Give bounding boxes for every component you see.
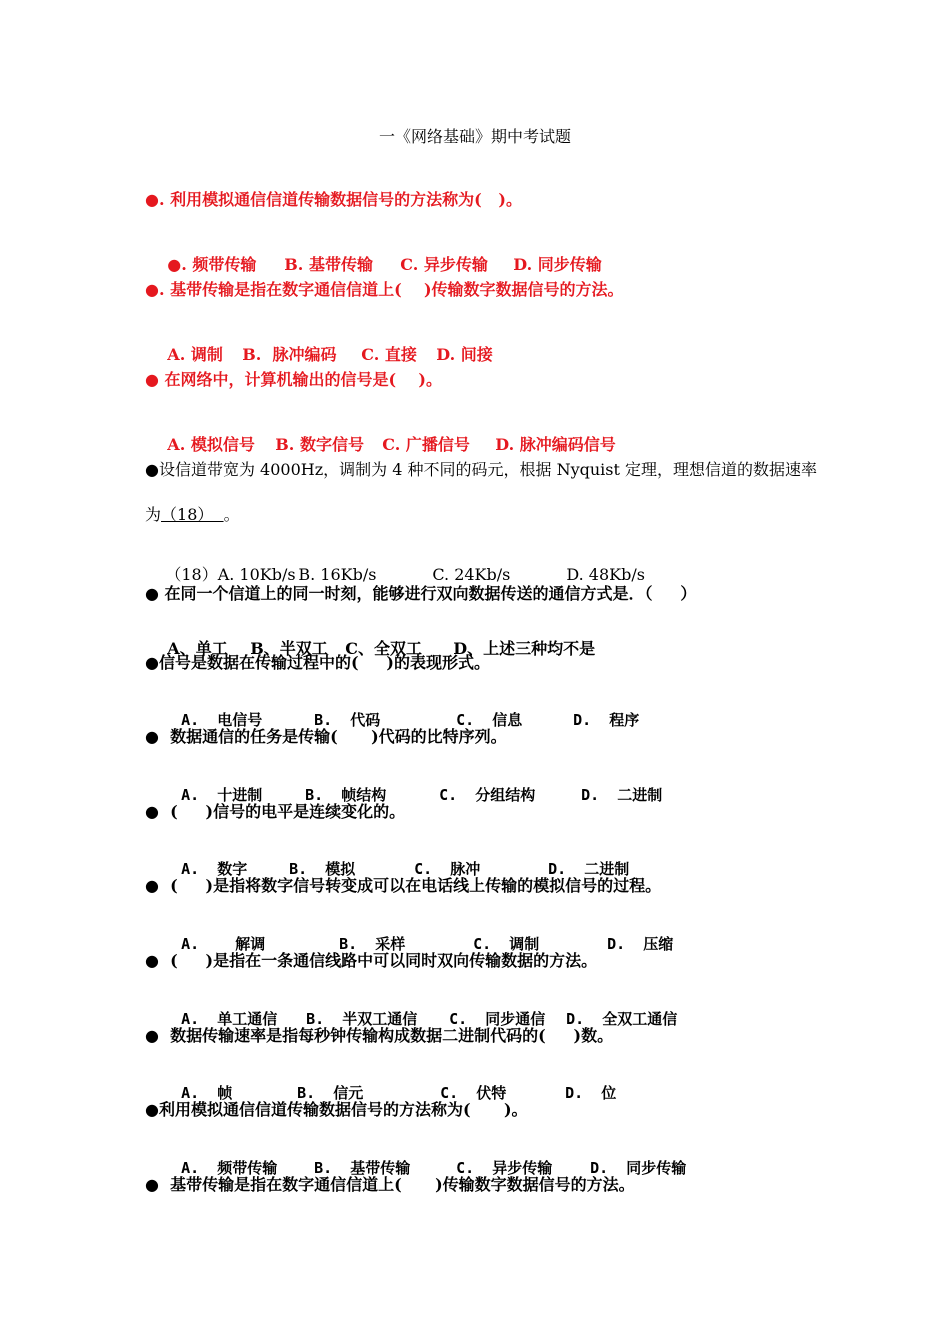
option-d: D. 二进制 [548, 860, 630, 878]
option-a: A. 十进制 [181, 786, 263, 804]
option-d: D. 间接 [436, 345, 493, 364]
question-4-line-2: 为（18） 。 [145, 505, 240, 524]
option-b: B. 基带传输 [284, 255, 373, 274]
option-c: C. 信息 [456, 711, 523, 729]
option-d: D. 位 [565, 1084, 617, 1102]
question-3: ● 在网络中，计算机输出的信号是( )。 [145, 370, 442, 389]
question-4-line-1: ●设信道带宽为 4000Hz，调制为 4 种不同的码元，根据 Nyquist 定理，理想信道的数据速率 [145, 460, 818, 479]
option-a: A. 电信号 [181, 711, 263, 729]
option-d: D. 程序 [573, 711, 640, 729]
option-c: C. 异步传输 [400, 255, 488, 274]
question-6: ●信号是数据在传输过程中的( )的表现形式。 [145, 653, 490, 672]
question-8: ● ( )信号的电平是连续变化的。 [145, 802, 406, 821]
option-d: D、上述三种均不是 [453, 639, 596, 658]
option-a: （18）A. 10Kb/s [165, 565, 296, 584]
option-d: D. 同步传输 [590, 1159, 687, 1177]
option-d: D. 同步传输 [513, 255, 602, 274]
option-c: C. 24Kb/s [432, 565, 511, 584]
question-9: ● ( )是指将数字信号转变成可以在电话线上传输的模拟信号的过程。 [145, 876, 662, 895]
option-d: D. 二进制 [581, 786, 663, 804]
option-c: C. 伏特 [440, 1084, 507, 1102]
option-a: A. 模拟信号 [167, 435, 255, 454]
option-b: B. 数字信号 [275, 435, 364, 454]
option-b: B. 信元 [297, 1084, 364, 1102]
question-2: ●. 基带传输是指在数字通信信道上( )传输数字数据信号的方法。 [145, 280, 624, 299]
option-b: B. 模拟 [289, 860, 356, 878]
option-c: C. 调制 [473, 935, 540, 953]
question-7: ● 数据通信的任务是传输( )代码的比特序列。 [145, 727, 507, 746]
option-c: C. 异步传输 [456, 1159, 553, 1177]
option-a: A. 单工通信 [181, 1010, 278, 1028]
question-12: ●利用模拟通信信道传输数据信号的方法称为( )。 [145, 1100, 528, 1119]
option-c: C. 分组结构 [439, 786, 536, 804]
option-d: D. 脉冲编码信号 [495, 435, 616, 454]
option-d: D. 48Kb/s [566, 565, 645, 584]
question-10: ● ( )是指在一条通信线路中可以同时双向传输数据的方法。 [145, 951, 598, 970]
option-a: A. 解调 [181, 935, 266, 953]
option-d: D. 全双工通信 [566, 1010, 678, 1028]
answer-blank: （18） [161, 505, 224, 524]
question-1: ●. 利用模拟通信信道传输数据信号的方法称为( )。 [145, 190, 522, 209]
option-a: A. 数字 [181, 860, 248, 878]
option-c: C. 脉冲 [414, 860, 481, 878]
option-b: B. 代码 [314, 711, 381, 729]
option-b: B. 帧结构 [305, 786, 387, 804]
option-c: C. 广播信号 [382, 435, 470, 454]
question-13: ● 基带传输是指在数字通信信道上( )传输数字数据信号的方法。 [145, 1175, 635, 1194]
option-b: B. 16Kb/s [298, 565, 377, 584]
option-d: D. 压缩 [607, 935, 674, 953]
option-c: C、全双工 [345, 639, 423, 658]
option-b: B. 采样 [339, 935, 406, 953]
option-b: B、半双工 [250, 639, 328, 658]
option-a: ●. 频带传输 [167, 255, 257, 274]
option-c: C. 同步通信 [449, 1010, 546, 1028]
option-a: A. 调制 [167, 345, 223, 364]
option-b: B. 基带传输 [314, 1159, 411, 1177]
option-a: A、单工 [167, 639, 228, 658]
question-11: ● 数据传输速率是指每秒钟传输构成数据二进制代码的( )数。 [145, 1026, 614, 1045]
option-b: B. 半双工通信 [306, 1010, 418, 1028]
question-5: ● 在同一个信道上的同一时刻，能够进行双向数据传送的通信方式是．（ ） [145, 584, 697, 603]
option-a: A. 帧 [181, 1084, 233, 1102]
option-c: C. 直接 [361, 345, 417, 364]
option-a: A. 频带传输 [181, 1159, 278, 1177]
option-b: B. 脉冲编码 [242, 345, 337, 364]
page-title: 一《网络基础》期中考试题 [378, 127, 571, 146]
